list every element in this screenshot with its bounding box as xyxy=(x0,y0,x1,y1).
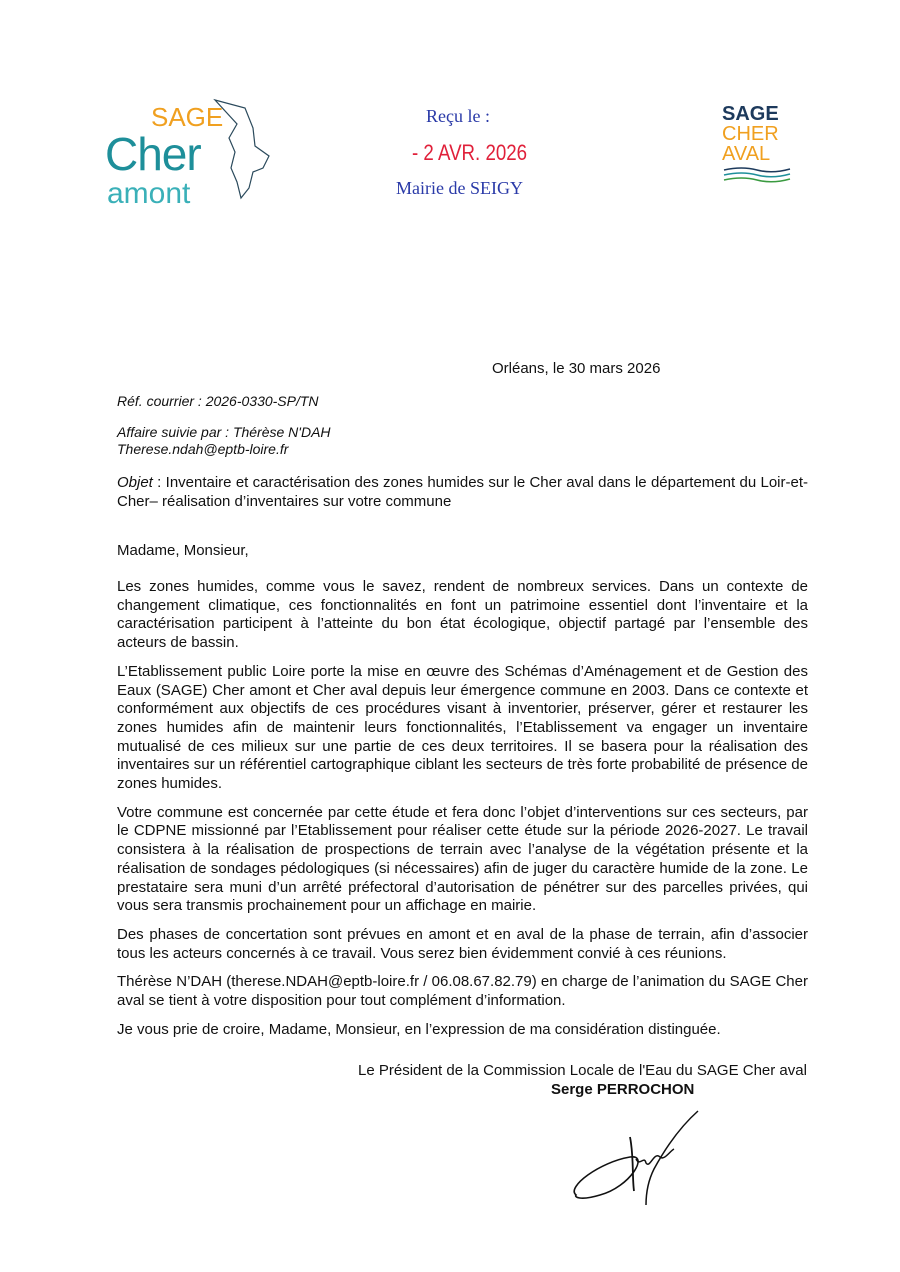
sage-cher-amont-logo xyxy=(105,104,275,210)
sage-cher-aval-logo xyxy=(722,104,792,184)
paragraph-5: Thérèse N’DAH (therese.NDAH@eptb-loire.fr / 06.08.67.82.79) en charge de l’animation du SAGE Cher aval se tient à votre disposition pour tout complément d’information. xyxy=(117,973,808,1010)
reception-stamp xyxy=(380,104,560,204)
stamp-date: - 2 AVR. 2026 xyxy=(412,140,528,165)
object-label: Objet xyxy=(117,474,153,491)
letter-body xyxy=(117,578,808,1212)
handwritten-signature xyxy=(570,1107,710,1212)
stamp-label: Reçu le : xyxy=(426,106,490,126)
logo-right-aval: AVAL xyxy=(722,143,771,165)
logo-left-sage: SAGE xyxy=(151,102,224,132)
paragraph-4: Des phases de concertation sont prévues en amont et en aval de la phase de terrain, afin d’associer tous les acteurs concernés à ce travail. Vous serez bien évidemment convié à ces réunions. xyxy=(117,925,808,962)
salutation: Madame, Monsieur, xyxy=(117,542,249,559)
paragraph-2: L’Etablissement public Loire porte la mise en œuvre des Schémas d’Aménagement et de Gestion des Eaux (SAGE) Cher amont et Cher aval depuis leur émergence commune en 2003. Dans ce contexte et conformément aux objectifs de ces procédures visant à inventorier, préserver, gérer et restaurer les zones humides afin de maintenir leurs fonctionnalités, l’Etablissement va engager un inventaire mutualisé de ces milieux sur une partie de ces deux territoires. Il se basera pour la réalisation des inventaires sur un référentiel cartographique ciblant les secteurs de très forte probabilité de présence de zones humides. xyxy=(117,662,808,793)
waves-icon xyxy=(722,166,792,184)
paragraph-3: Votre commune est concernée par cette étude et fera donc l’objet d’interventions sur ces secteurs, par le CDPNE missionné par l’Etablissement pour réaliser cette étude sur la période 2026-2027. Le travail consistera à la réalisation de prospections de terrain avec l’analyse de la végétation présente et la réalisation de sondages pédologiques (si nécessaires) afin de juger du caractère humide de la zone. Le prestataire sera muni d’un arrêté préfectoral d’autorisation de pénétrer sur des parcelles privées, qui vous sera transmis prochainement pour un affichage en mairie. xyxy=(117,803,808,915)
followed-by: Affaire suivie par : Thérèse N'DAH xyxy=(117,424,331,440)
place-date: Orléans, le 30 mars 2026 xyxy=(492,360,661,377)
logo-right-sage: SAGE xyxy=(722,103,779,125)
object-line xyxy=(117,474,808,511)
reference: Réf. courrier : 2026-0330-SP/TN xyxy=(117,393,319,409)
object-text: : Inventaire et caractérisation des zones humides sur le Cher aval dans le département du Loir-et-Cher– réalisation d’inventaires sur votre commune xyxy=(117,474,808,510)
paragraph-6: Je vous prie de croire, Madame, Monsieur, en l’expression de ma considération distinguée. xyxy=(117,1020,721,1038)
signatory-title: Le Président de la Commission Locale de l'Eau du SAGE Cher aval xyxy=(358,1062,807,1080)
logo-left-amont: amont xyxy=(107,177,191,210)
contact-email: Therese.ndah@eptb-loire.fr xyxy=(117,441,289,457)
logo-left-cher: Cher xyxy=(105,128,201,180)
loire-basin-map-icon xyxy=(213,98,283,204)
logo-right-cher: CHER xyxy=(722,123,779,145)
stamp-place: Mairie de SEIGY xyxy=(396,178,523,198)
signatory-name: Serge PERROCHON xyxy=(551,1081,695,1099)
paragraph-1: Les zones humides, comme vous le savez, rendent de nombreux services. Dans un contexte de changement climatique, ces fonctionnalités en font un patrimoine essentiel dont l’inventaire et la caractérisation participent à l’atteinte du bon état écologique, objectif partagé par l’ensemble des acteurs de bassin. xyxy=(117,578,808,652)
